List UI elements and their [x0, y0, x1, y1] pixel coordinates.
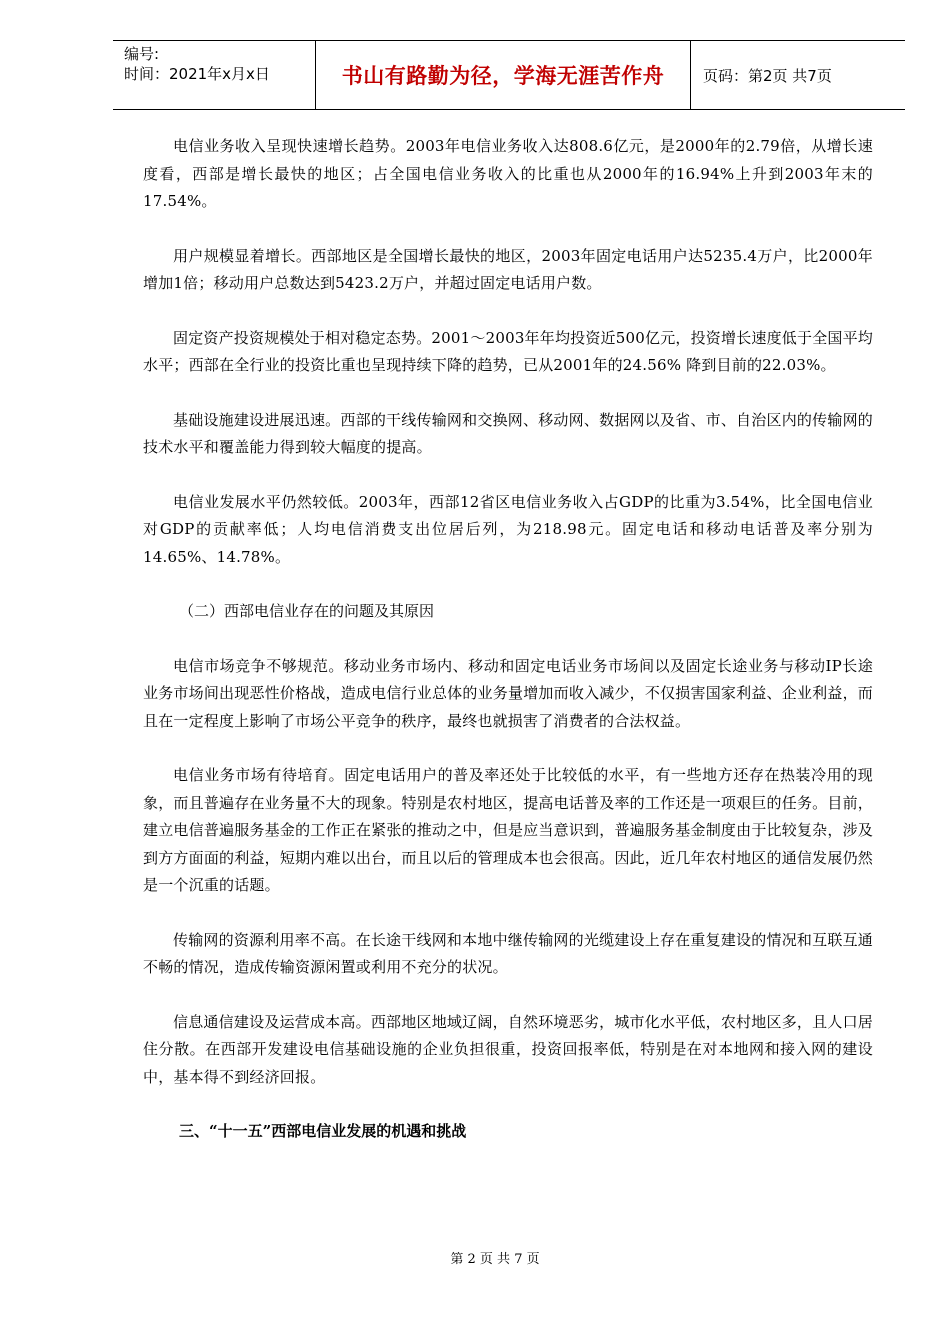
paragraph: 电信业务收入呈现快速增长趋势。2003年电信业务收入达808.6亿元，是2000年的2.79倍，从增长速度看，西部是增长最快的地区；占全国电信业务收入的比重也从2000年的16.94%上升到2003年末的17.54%。: [143, 137, 873, 210]
time-label: 时间：2021年x月x日: [124, 65, 270, 83]
serial-label: 编号:: [124, 45, 160, 63]
motto-text: 书山有路勤为径，学海无涯苦作舟: [341, 64, 665, 88]
section-heading: 三、“十一五”西部电信业发展的机遇和挑战: [179, 1122, 467, 1140]
header-meta-cell: [113, 41, 316, 109]
paragraph: 信息通信建设及运营成本高。西部地区地域辽阔，自然环境恶劣，城市化水平低，农村地区多，且人口居住分散。在西部开发建设电信基础设施的企业负担很重，投资回报率低，特别是在对本地网和接入网的建设中，基本得不到经济回报。: [143, 1012, 873, 1086]
paragraph: 电信市场竞争不够规范。移动业务市场内、移动和固定电话业务市场间以及固定长途业务与移动IP长途业务市场间出现恶性价格战，造成电信行业总体的业务量增加而收入减少，不仅损害国家利益、企业利益，而且在一定程度上影响了市场公平竞争的秩序，最终也就损害了消费者的合法权益。: [143, 656, 873, 730]
page-header: [113, 40, 905, 110]
page-label: 页码：第2页 共7页: [703, 66, 832, 85]
paragraph: 用户规模显着增长。西部地区是全国增长最快的地区，2003年固定电话用户达5235.4万户，比2000年增加1倍；移动用户总数达到5423.2万户，并超过固定电话用户数。: [143, 246, 873, 292]
paragraph: 基础设施建设进展迅速。西部的干线传输网和交换网、移动网、数据网以及省、市、自治区内的传输网的技术水平和覆盖能力得到较大幅度的提高。: [143, 410, 873, 456]
paragraph: 传输网的资源利用率不高。在长途干线网和本地中继传输网的光缆建设上存在重复建设的情况和互联互通不畅的情况，造成传输资源闲置或利用不充分的状况。: [143, 930, 873, 976]
header-page-cell: [691, 41, 905, 109]
page-footer: 第 2 页 共 7 页: [450, 1252, 540, 1267]
paragraph: 固定资产投资规模处于相对稳定态势。2001～2003年年均投资近500亿元，投资增长速度低于全国平均水平；西部在全行业的投资比重也呈现持续下降的趋势，已从2001年的24.56% 降到目前的22.03%。: [143, 328, 873, 374]
paragraph: 电信业发展水平仍然较低。2003年，西部12省区电信业务收入占GDP的比重为3.54%，比全国电信业对GDP的贡献率低；人均电信消费支出位居后列，为218.98元。固定电话和移动电话普及率分别为14.65%、14.78%。: [143, 492, 873, 566]
document-body: [143, 133, 873, 1146]
paragraph: 电信业务市场有待培育。固定电话用户的普及率还处于比较低的水平，有一些地方还存在热装冷用的现象，而且普遍存在业务量不大的现象。特别是农村地区，提高电话普及率的工作还是一项艰巨的任务。目前，建立电信普遍服务基金的工作正在紧张的推动之中，但是应当意识到，普遍服务基金制度由于比较复杂，涉及到方方面面的利益，短期内难以出台，而且以后的管理成本也会很高。因此，近几年农村地区的通信发展仍然是一个沉重的话题。: [143, 766, 873, 894]
subheading: （二）西部电信业存在的问题及其原因: [179, 602, 435, 620]
header-motto-cell: [316, 41, 691, 109]
